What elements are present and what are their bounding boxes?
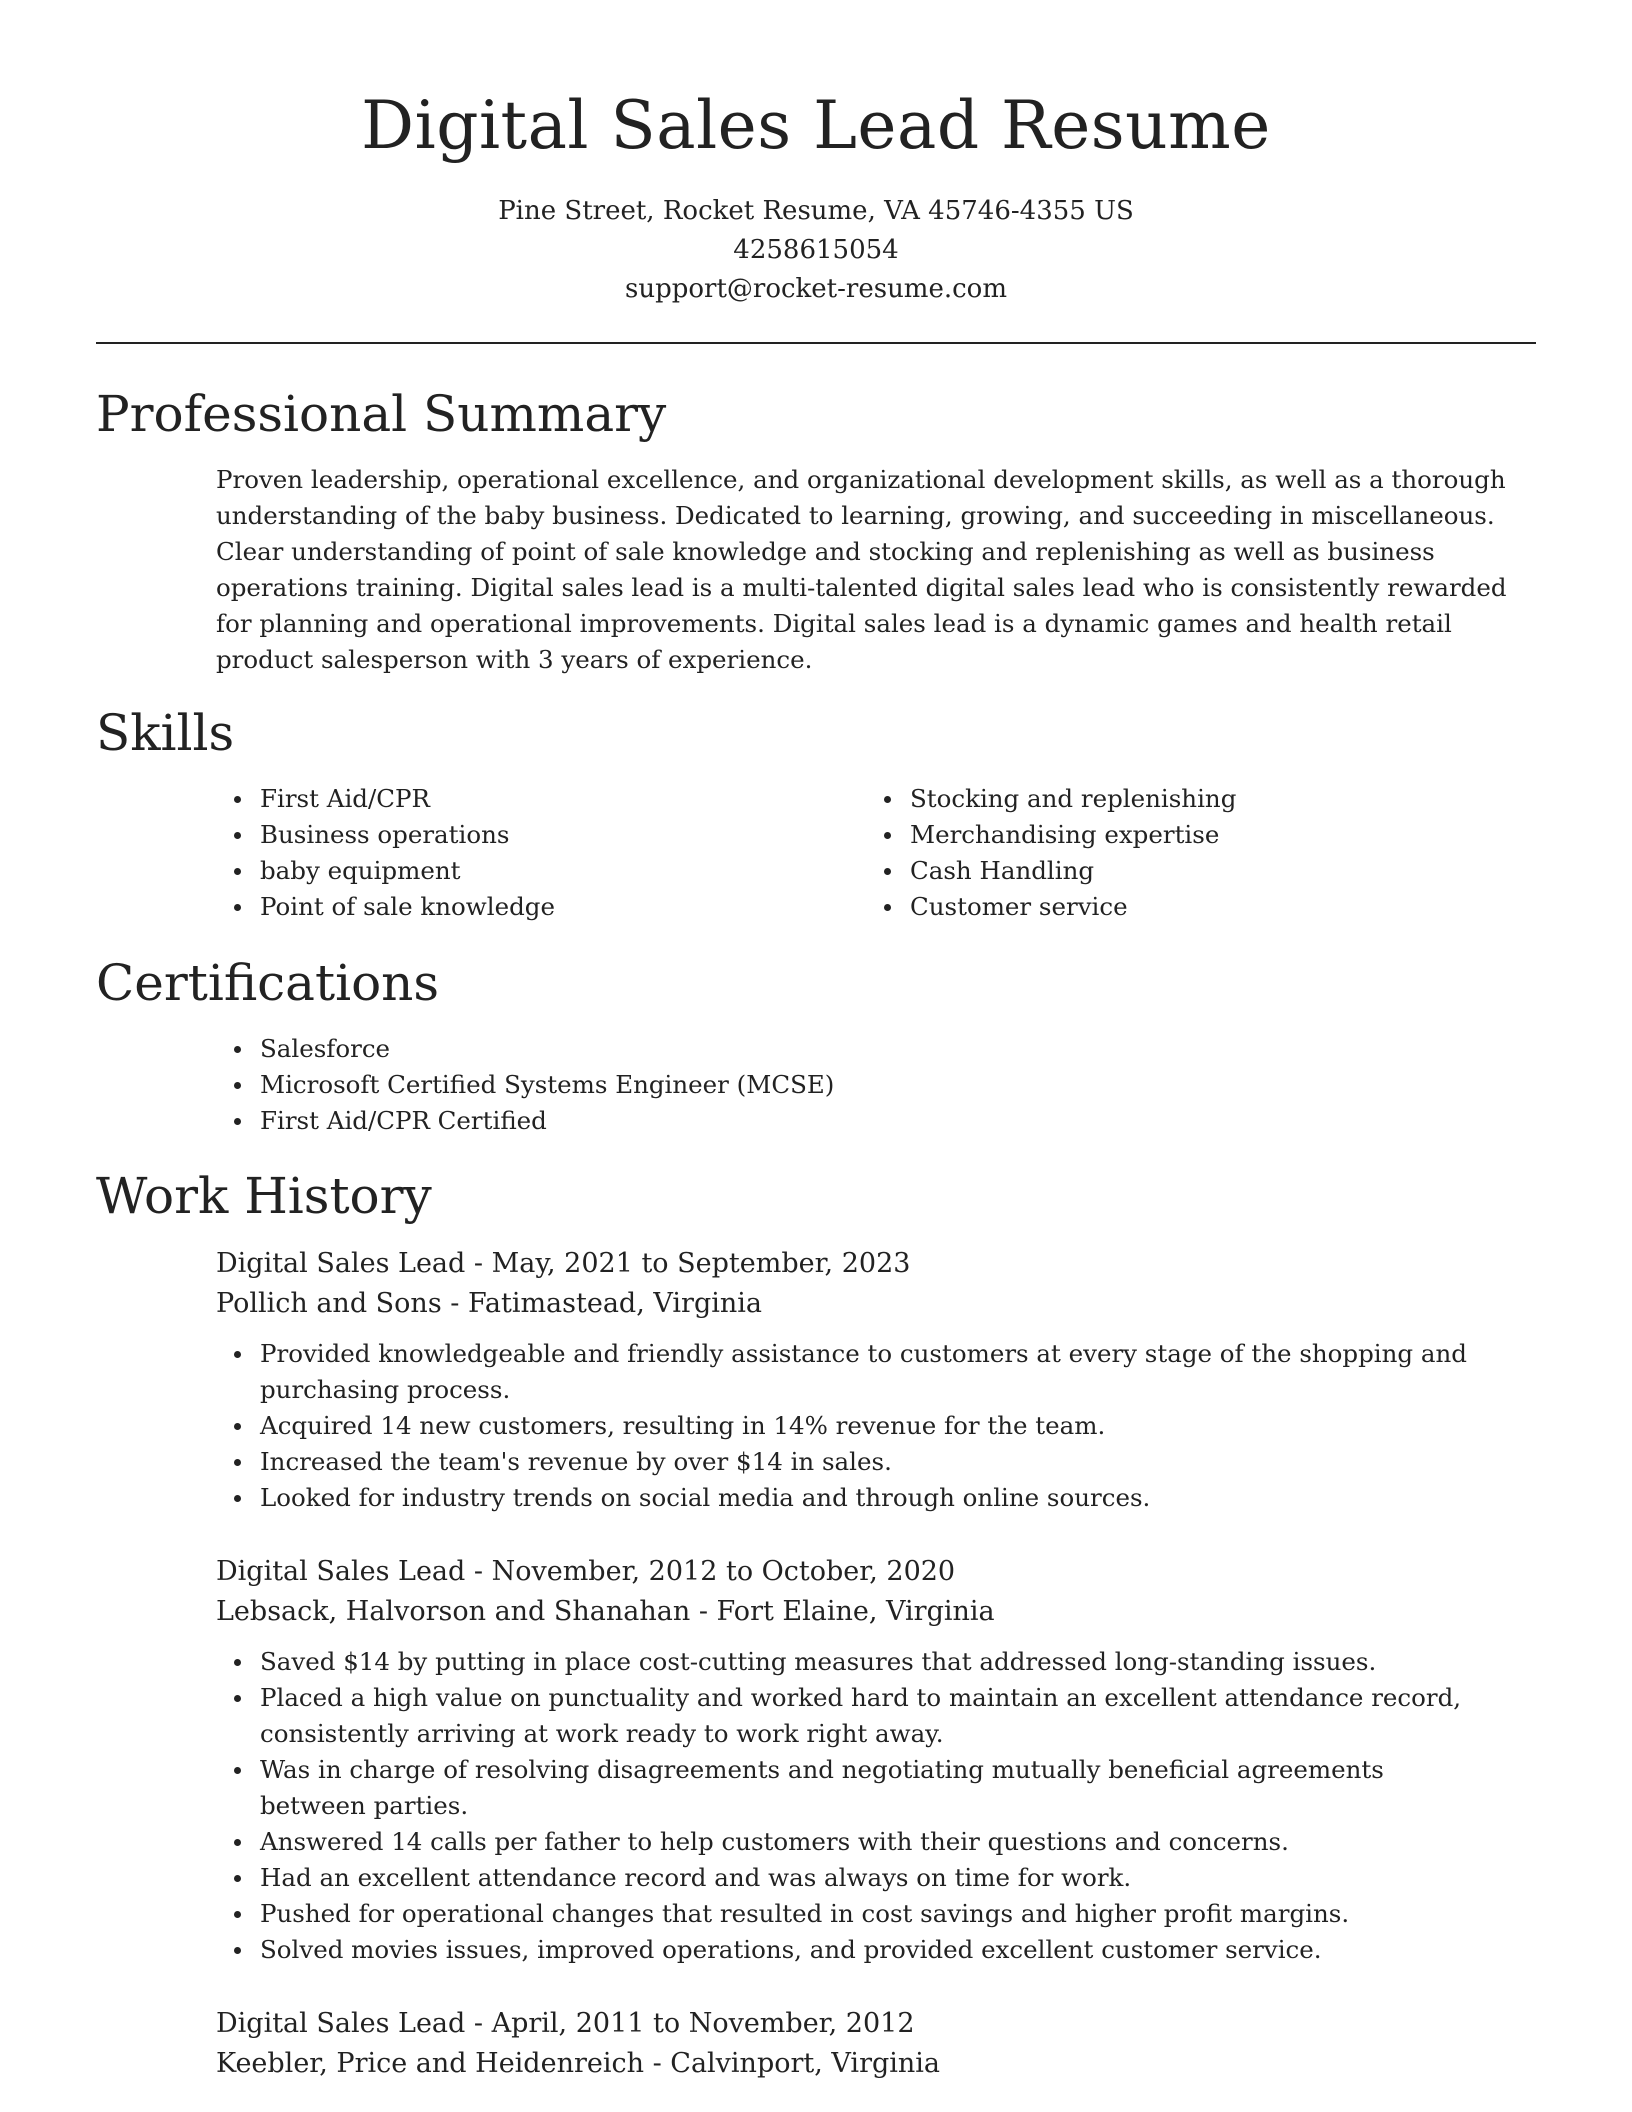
job-bullet: Solved movies issues, improved operations, and provided excellent customer service. (216, 1932, 1480, 1968)
address: Pine Street, Rocket Resume, VA 45746-4355 US (498, 196, 1134, 226)
job-company: Lebsack, Halvorson and Shanahan - Fort Elaine, Virginia (216, 1596, 995, 1627)
job-bullet: Had an excellent attendance record and was always on time for work. (216, 1860, 1480, 1896)
job-entry (216, 2004, 1536, 2084)
certification-item: First Aid/CPR Certified (216, 1103, 1416, 1139)
skill-item: Point of sale knowledge (216, 889, 856, 925)
skill-item: First Aid/CPR (216, 781, 856, 817)
skill-item: baby equipment (216, 853, 856, 889)
job-entry (216, 1552, 1536, 1968)
job-bullet: Was in charge of resolving disagreements and negotiating mutually beneficial agreements between parties. (216, 1752, 1480, 1824)
email: support@rocket-resume.com (624, 274, 1007, 304)
job-bullet: Placed a high value on punctuality and worked hard to maintain an excellent attendance record, consistently arriving at work ready to work right away. (216, 1680, 1480, 1752)
job-title: Digital Sales Lead - November, 2012 to October, 2020 (216, 1556, 956, 1587)
certification-item: Salesforce (216, 1031, 1416, 1067)
work-history-heading: Work History (96, 1167, 432, 1225)
certification-item: Microsoft Certified Systems Engineer (MCSE) (216, 1067, 1416, 1103)
job-bullets (216, 1644, 1536, 1968)
skills-list-right (866, 781, 1506, 925)
job-bullet: Saved $14 by putting in place cost-cutting measures that addressed long-standing issues. (216, 1644, 1480, 1680)
certifications-list (216, 1031, 1416, 1139)
header-divider (96, 342, 1536, 344)
job-company: Keebler, Price and Heidenreich - Calvinport, Virginia (216, 2048, 941, 2079)
skill-item: Merchandising expertise (866, 817, 1506, 853)
skill-item: Business operations (216, 817, 856, 853)
phone: 4258615054 (733, 235, 899, 265)
job-bullet: Answered 14 calls per father to help customers with their questions and concerns. (216, 1824, 1480, 1860)
skill-item: Cash Handling (866, 853, 1506, 889)
skills-list-left (216, 781, 856, 925)
resume-title: Digital Sales Lead Resume (361, 87, 1271, 164)
job-title: Digital Sales Lead - April, 2011 to November, 2012 (216, 2008, 915, 2039)
job-bullets (216, 1336, 1536, 1516)
job-title: Digital Sales Lead - May, 2021 to September, 2023 (216, 1248, 911, 1279)
summary-heading: Professional Summary (96, 385, 667, 443)
summary-text: Proven leadership, operational excellence, and organizational development skills, as well as a thorough understanding of the baby business. Dedicated to learning, growing, and succeeding in miscellaneous. Clear understanding of point of sale knowledge and stocking and replenishing as well as business operations training. Digital sales lead is a multi-talented digital sales lead who is consistently rewarded for planning and operational improvements. Digital sales lead is a dynamic games and health retail product salesperson with 3 years of experience. (216, 465, 1507, 674)
job-bullet: Looked for industry trends on social media and through online sources. (216, 1480, 1480, 1516)
skill-item: Stocking and replenishing (866, 781, 1506, 817)
job-bullet: Pushed for operational changes that resulted in cost savings and higher profit margins. (216, 1896, 1480, 1932)
job-company: Pollich and Sons - Fatimastead, Virginia (216, 1288, 762, 1319)
resume-header (0, 0, 1632, 309)
job-bullet: Provided knowledgeable and friendly assistance to customers at every stage of the shopping and purchasing process. (216, 1336, 1480, 1408)
certifications-heading: Certifications (96, 954, 440, 1012)
contact-info (0, 192, 1632, 309)
skill-item: Customer service (866, 889, 1506, 925)
job-entry (216, 1244, 1536, 1516)
job-bullet: Increased the team's revenue by over $14 in sales. (216, 1444, 1480, 1480)
job-bullet: Acquired 14 new customers, resulting in 14% revenue for the team. (216, 1408, 1480, 1444)
skills-heading: Skills (96, 704, 235, 762)
